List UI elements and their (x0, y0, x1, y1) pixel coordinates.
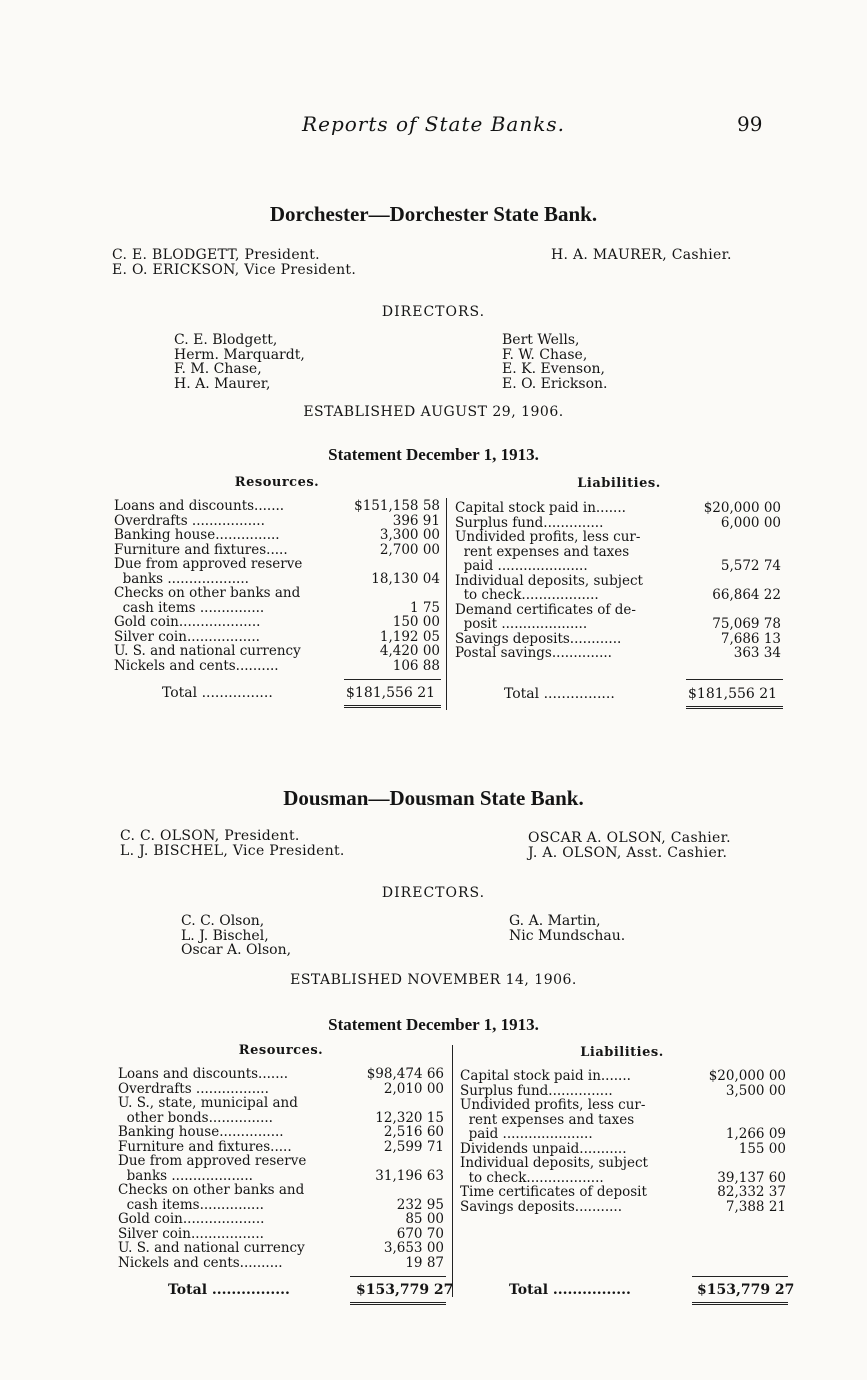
table-row (460, 1156, 786, 1171)
table-row (455, 574, 781, 589)
table-row (118, 1198, 444, 1213)
item-label: Individual deposits, subject (460, 1155, 648, 1171)
table-row (118, 1096, 444, 1111)
director-name: F. M. Chase, (174, 361, 262, 377)
item-label: Silver coin................. (114, 628, 260, 645)
item-label: Furniture and fixtures..... (118, 1138, 292, 1155)
table-row (118, 1082, 444, 1097)
liabilities-heading: Liabilities. (580, 1045, 664, 1060)
table-row (114, 615, 440, 630)
item-amount: 363 34 (733, 645, 781, 661)
item-amount: 1 75 (409, 599, 440, 616)
table-row (460, 1200, 786, 1215)
table-row (455, 617, 781, 632)
item-amount: 150 00 (392, 614, 440, 630)
item-amount: 1,266 09 (725, 1126, 786, 1142)
total-amount: $181,556 21 (346, 685, 436, 701)
item-label: Furniture and fixtures..... (114, 541, 288, 558)
item-label: cash items............... (118, 1196, 264, 1213)
table-row (114, 659, 440, 674)
item-amount: 3,653 00 (383, 1240, 444, 1256)
item-label: cash items ............... (114, 599, 265, 616)
item-label: Loans and discounts....... (118, 1066, 289, 1082)
table-row (455, 545, 781, 560)
item-label: Checks on other banks and (118, 1182, 305, 1198)
item-amount: 2,700 00 (379, 541, 440, 558)
item-label: Banking house............... (114, 527, 280, 543)
item-amount: 18,130 04 (371, 570, 440, 587)
item-label: Savings deposits............ (455, 630, 622, 647)
table-row (118, 1154, 444, 1169)
item-amount: 7,686 13 (720, 630, 781, 647)
table-row (114, 528, 440, 543)
officer: C. C. OLSON, President. (120, 828, 300, 844)
table-row (114, 557, 440, 572)
table-row (460, 1185, 786, 1200)
item-label: Capital stock paid in....... (460, 1068, 631, 1084)
total-double-rule (686, 706, 783, 709)
item-label: Capital stock paid in....... (455, 500, 626, 516)
item-amount: 4,420 00 (379, 643, 440, 659)
table-row (455, 603, 781, 618)
item-label: banks ................... (114, 570, 249, 587)
table-row (460, 1069, 786, 1084)
item-label: posit .................... (455, 616, 588, 632)
page-number: 99 (737, 112, 763, 136)
item-amount: 39,137 60 (717, 1169, 786, 1186)
table-row (460, 1171, 786, 1186)
item-amount: 2,010 00 (383, 1080, 444, 1097)
item-label: Surplus fund.............. (455, 514, 604, 531)
director-name: G. A. Martin, (509, 913, 601, 929)
subtotal-rule (350, 1276, 446, 1277)
item-label: Savings deposits........... (460, 1198, 622, 1215)
table-row (455, 501, 781, 516)
table-row (460, 1113, 786, 1128)
item-label: Time certificates of deposit (460, 1184, 647, 1200)
item-label: Checks on other banks and (114, 585, 301, 601)
resources-table (118, 1067, 444, 1270)
directors-heading: DIRECTORS. (381, 304, 486, 320)
table-row (114, 572, 440, 587)
total-amount: $153,779 27 (356, 1282, 454, 1298)
director-name: C. C. Olson, (181, 913, 265, 929)
total-amount: $153,779 27 (697, 1282, 795, 1298)
directors-right-column (509, 914, 625, 943)
total-label: Total ................ (162, 685, 273, 701)
column-divider (446, 498, 447, 710)
table-row (455, 559, 781, 574)
table-row (118, 1125, 444, 1140)
table-row (114, 586, 440, 601)
item-label: Surplus fund............... (460, 1082, 613, 1099)
item-amount: 6,000 00 (720, 514, 781, 531)
table-row (455, 516, 781, 531)
item-amount: 670 70 (396, 1225, 444, 1242)
directors-heading: DIRECTORS. (381, 885, 486, 901)
item-label: Due from approved reserve (114, 556, 303, 572)
officer: OSCAR A. OLSON, Cashier. (528, 830, 731, 846)
directors-left-column (181, 914, 291, 958)
directors-left-column (174, 333, 305, 391)
item-amount: 82,332 37 (717, 1184, 786, 1200)
table-row (118, 1212, 444, 1227)
established-date: ESTABLISHED AUGUST 29, 1906. (303, 404, 564, 420)
item-amount: 12,320 15 (375, 1109, 444, 1126)
table-row (114, 630, 440, 645)
total-label: Total ................ (504, 686, 615, 702)
table-row (460, 1098, 786, 1113)
table-row (114, 514, 440, 529)
item-label: Undivided profits, less cur- (460, 1097, 646, 1113)
item-label: U. S., state, municipal and (118, 1095, 298, 1111)
bank-title: Dorchester—Dorchester State Bank. (269, 202, 598, 226)
item-label: Silver coin................. (118, 1225, 264, 1242)
director-name: Nic Mundschau. (509, 927, 626, 944)
table-row (455, 646, 781, 661)
item-label: rent expenses and taxes (455, 543, 630, 560)
table-row (114, 543, 440, 558)
director-name: L. J. Bischel, (181, 927, 269, 944)
table-row (118, 1227, 444, 1242)
director-name: Oscar A. Olson, (181, 942, 292, 958)
item-label: to check.................. (455, 587, 599, 603)
total-double-rule (344, 705, 441, 708)
item-amount: 31,196 63 (375, 1167, 444, 1184)
table-row (114, 601, 440, 616)
directors-right-column (502, 333, 607, 391)
item-label: Dividends unpaid........... (460, 1140, 627, 1157)
director-name: E. K. Evenson, (502, 361, 605, 377)
statement-heading: Statement December 1, 1913. (328, 1015, 539, 1034)
item-label: rent expenses and taxes (460, 1111, 635, 1128)
item-label: to check.................. (460, 1169, 604, 1186)
item-label: paid ..................... (460, 1126, 593, 1142)
item-label: Nickels and cents.......... (118, 1254, 283, 1271)
subtotal-rule (344, 679, 441, 680)
item-amount: 2,599 71 (383, 1138, 444, 1155)
item-label: Loans and discounts....... (114, 498, 285, 514)
item-label: Demand certificates of de- (455, 601, 636, 618)
item-amount: 3,300 00 (379, 527, 440, 543)
running-title: Reports of State Banks. (302, 112, 565, 136)
table-row (118, 1256, 444, 1271)
item-amount: 106 88 (392, 657, 440, 674)
item-amount: $20,000 00 (703, 500, 781, 516)
established-date: ESTABLISHED NOVEMBER 14, 1906. (290, 972, 577, 988)
subtotal-rule (686, 679, 783, 680)
item-amount: 232 95 (396, 1196, 444, 1213)
item-label: U. S. and national currency (118, 1240, 305, 1256)
total-double-rule (350, 1302, 446, 1305)
officer: H. A. MAURER, Cashier. (551, 247, 732, 263)
officer: E. O. ERICKSON, Vice President. (112, 262, 357, 278)
director-name: E. O. Erickson. (502, 375, 608, 392)
item-amount: 7,388 21 (725, 1198, 786, 1215)
table-row (118, 1241, 444, 1256)
item-amount: $151,158 58 (354, 498, 440, 514)
item-amount: $98,474 66 (366, 1066, 444, 1082)
item-amount: 3,500 00 (725, 1082, 786, 1099)
item-label: Gold coin................... (114, 614, 261, 630)
table-row (118, 1169, 444, 1184)
table-row (118, 1140, 444, 1155)
table-row (118, 1111, 444, 1126)
item-label: other bonds............... (118, 1109, 273, 1126)
item-label: Postal savings.............. (455, 645, 612, 661)
liabilities-heading: Liabilities. (577, 476, 661, 491)
table-row (118, 1067, 444, 1082)
director-name: F. W. Chase, (502, 346, 588, 363)
item-label: Nickels and cents.......... (114, 657, 279, 674)
item-amount: 5,572 74 (720, 558, 781, 574)
item-amount: 19 87 (405, 1254, 444, 1271)
table-row (460, 1127, 786, 1142)
item-label: Individual deposits, subject (455, 572, 643, 589)
table-row (455, 632, 781, 647)
liabilities-table (455, 501, 781, 661)
item-amount: 75,069 78 (712, 616, 781, 632)
bank-title: Dousman—Dousman State Bank. (283, 786, 584, 810)
item-label: Overdrafts ................. (118, 1080, 269, 1097)
officer: J. A. OLSON, Asst. Cashier. (528, 845, 728, 861)
officer: L. J. BISCHEL, Vice President. (120, 843, 345, 859)
director-name: C. E. Blodgett, (174, 332, 278, 348)
total-label: Total ................ (168, 1282, 290, 1298)
table-row (455, 530, 781, 545)
director-name: H. A. Maurer, (174, 375, 271, 392)
resources-heading: Resources. (238, 1043, 324, 1058)
item-amount: 1,192 05 (379, 628, 440, 645)
item-label: U. S. and national currency (114, 643, 301, 659)
item-label: Banking house............... (118, 1124, 284, 1140)
item-label: banks ................... (118, 1167, 253, 1184)
director-name: Herm. Marquardt, (174, 346, 305, 363)
item-amount: 155 00 (738, 1140, 786, 1157)
subtotal-rule (692, 1276, 788, 1277)
total-label: Total ................ (509, 1282, 631, 1298)
item-label: Due from approved reserve (118, 1153, 307, 1169)
table-row (460, 1142, 786, 1157)
table-row (460, 1084, 786, 1099)
liabilities-table (460, 1069, 786, 1214)
table-row (118, 1183, 444, 1198)
item-label: paid ..................... (455, 558, 588, 574)
resources-heading: Resources. (234, 475, 320, 490)
item-amount: $20,000 00 (708, 1068, 786, 1084)
officer: C. E. BLODGETT, President. (112, 247, 320, 263)
item-amount: 396 91 (392, 512, 440, 529)
item-label: Gold coin................... (118, 1211, 265, 1227)
table-row (455, 588, 781, 603)
item-label: Overdrafts ................. (114, 512, 265, 529)
item-amount: 66,864 22 (712, 587, 781, 603)
total-amount: $181,556 21 (688, 686, 778, 702)
resources-table (114, 499, 440, 673)
item-amount: 2,516 60 (383, 1124, 444, 1140)
total-double-rule (692, 1302, 788, 1305)
statement-heading: Statement December 1, 1913. (328, 445, 539, 464)
table-row (114, 499, 440, 514)
item-label: Undivided profits, less cur- (455, 529, 641, 545)
director-name: Bert Wells, (502, 332, 580, 348)
column-divider (452, 1045, 453, 1297)
item-amount: 85 00 (405, 1211, 444, 1227)
table-row (114, 644, 440, 659)
